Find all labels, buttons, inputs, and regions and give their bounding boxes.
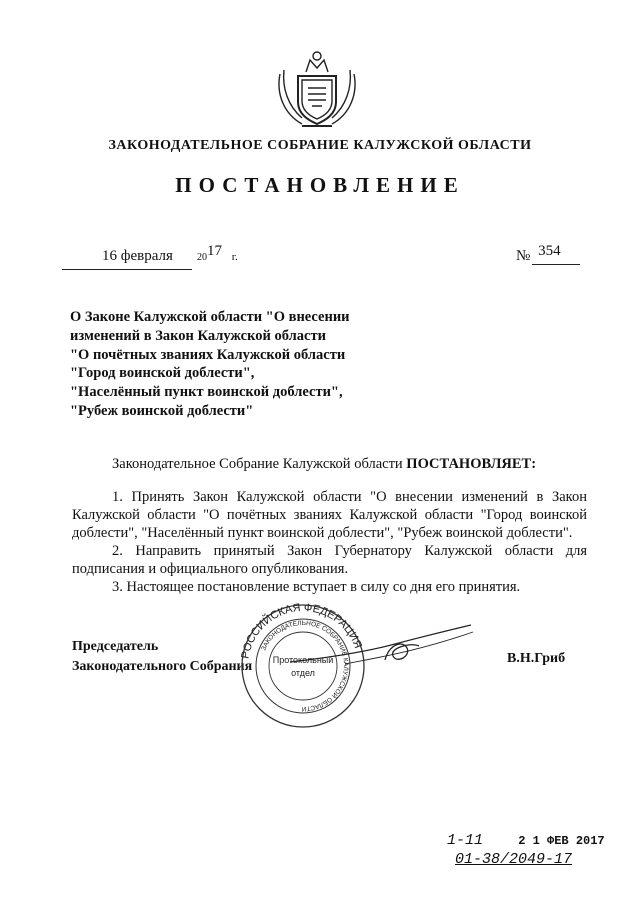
subject-line: "О почётных званиях Калужской области [70,346,346,363]
date-underline [62,269,192,270]
number-underline [532,264,580,265]
registration-initials: 1-11 [447,832,484,849]
registration-line [447,832,605,849]
intro-bold-word: ПОСТАНОВЛЯЕТ: [406,456,537,472]
subject-line: "Населённый пункт воинской доблести", [70,384,343,401]
kaluga-coat-of-arms-icon [272,44,362,134]
organization-name: ЗАКОНОДАТЕЛЬНОЕ СОБРАНИЕ КАЛУЖСКОЙ ОБЛАСТИ [108,138,532,153]
signer-position-line: Председатель [72,639,159,654]
subject-line: "Рубеж воинской доблести" [70,402,254,419]
signer-position-line: Законодательного Собрания [72,659,253,674]
resolution-item: 2. Направить принятый Закон Губернатору Калужской области для подписания и официального опубликования. [72,543,587,577]
document-year [197,243,238,265]
subject-line: "Город воинской доблести", [70,365,255,382]
subject-line: изменений в Закон Калужской области [70,327,326,344]
year-mark: г. [231,251,238,263]
signer-name: В.Н.Гриб [507,651,566,666]
document-type-title: ПОСТАНОВЛЕНИЕ [175,173,465,197]
registration-stamp [447,832,605,868]
registration-code: 01-38/2049-17 [455,851,573,868]
number-label: № [516,248,531,264]
resolution-items [72,488,587,596]
year-prefix: 20 [197,252,207,263]
resolution-item: 1. Принять Закон Калужской области "О внесении изменений в Закон Калужской области "О почётных званиях Калужской области "Город воинской доблести", "Населённый пункт воинской доблести", "Рубеж воинской доблести". [72,489,587,541]
document-number [516,243,561,265]
subject-line: О Законе Калужской области "О внесении [70,309,350,325]
registration-date: 2 1 ФЕВ 2017 [518,834,605,848]
resolution-intro [72,455,587,473]
stamp-center-line: Протокольный [272,655,334,665]
handwritten-signature [285,622,475,672]
document-subject [70,308,350,421]
intro-paragraph [72,455,587,473]
resolution-item: 3. Настоящее постановление вступает в силу со дня его принятия. [112,579,521,595]
stamp-center-line: отдел [291,668,315,678]
intro-text: Законодательное Собрание Калужской области [112,456,407,472]
date-day-month: 16 февраля [102,248,173,264]
stamp-outer-text: РОССИЙСКАЯ ФЕДЕРАЦИЯ [240,603,364,660]
stamp-inner-text: ЗАКОНОДАТЕЛЬНОЕ СОБРАНИЕ КАЛУЖСКОЙ ОБЛАСТИ [260,619,350,713]
number-value: 354 [538,243,561,259]
document-date [102,248,173,265]
year-suffix: 17 [207,243,222,259]
signer-position [72,637,252,677]
